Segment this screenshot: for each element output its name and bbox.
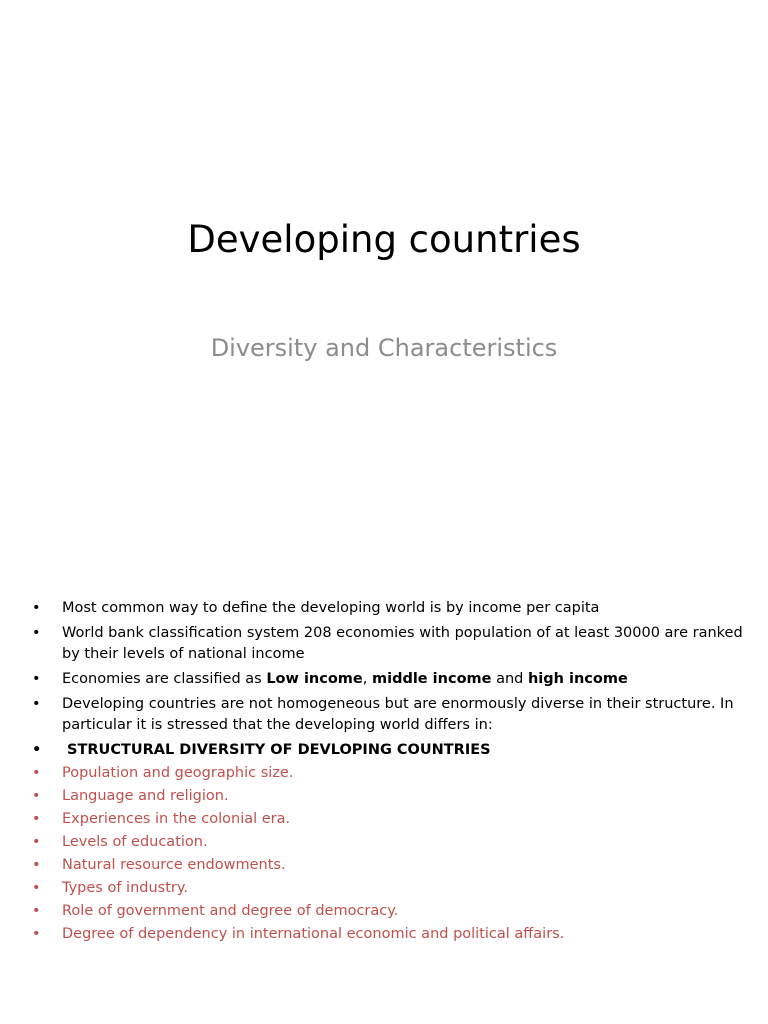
middle-income-label: middle income <box>371 671 492 687</box>
bullet-structural-heading <box>32 740 744 761</box>
bullet-dot: • <box>32 696 41 712</box>
diversity-item <box>32 901 744 922</box>
bullet-dot: • <box>32 765 41 781</box>
diversity-item-text: Role of government and degree of democracy. <box>62 903 399 919</box>
bullet-dot: • <box>32 742 42 758</box>
bullet-list <box>32 598 744 947</box>
classification-and: and <box>491 671 528 687</box>
diversity-item <box>32 763 744 784</box>
bullet-dot: • <box>32 926 41 942</box>
diversity-item <box>32 786 744 807</box>
classification-prefix: Economies are classified as <box>62 671 267 687</box>
bullet-dot: • <box>32 671 41 687</box>
diversity-item <box>32 809 744 830</box>
bullet-classification <box>32 669 744 690</box>
bullet-dot: • <box>32 788 41 804</box>
bullet-income-definition <box>32 598 744 619</box>
bullet-text: Developing countries are not homogeneous but are enormously diverse in their structure. In particular it is stressed that the developing world differs in: <box>62 696 734 733</box>
diversity-item <box>32 855 744 876</box>
bullet-world-bank <box>32 623 744 665</box>
bullet-dot: • <box>32 857 41 873</box>
diversity-item-text: Degree of dependency in international economic and political affairs. <box>62 926 565 942</box>
diversity-item <box>32 878 744 899</box>
diversity-item <box>32 924 744 945</box>
bullet-dot: • <box>32 811 41 827</box>
bullet-text: Most common way to define the developing world is by income per capita <box>62 600 600 616</box>
bullet-diversity-intro <box>32 694 744 736</box>
diversity-item-text: Levels of education. <box>62 834 208 850</box>
bullet-dot: • <box>32 834 41 850</box>
slide-title: Developing countries <box>187 218 581 261</box>
bullet-dot: • <box>32 903 41 919</box>
diversity-item <box>32 832 744 853</box>
classification-comma: , <box>362 671 372 687</box>
diversity-item-text: Experiences in the colonial era. <box>62 811 291 827</box>
slide-subtitle: Diversity and Characteristics <box>210 334 558 362</box>
low-income-label: Low income <box>266 671 363 687</box>
bullet-dot: • <box>32 625 41 641</box>
high-income-label: high income <box>527 671 628 687</box>
bullet-text: World bank classification system 208 economies with population of at least 30000 are ranked by their levels of national income <box>62 625 743 662</box>
diversity-item-text: Natural resource endowments. <box>62 857 286 873</box>
diversity-item-text: Types of industry. <box>62 880 188 896</box>
bullet-dot: • <box>32 880 41 896</box>
structural-heading: STRUCTURAL DIVERSITY OF DEVLOPING COUNTRIES <box>62 742 491 758</box>
diversity-item-text: Language and religion. <box>62 788 229 804</box>
diversity-item-text: Population and geographic size. <box>62 765 294 781</box>
bullet-dot: • <box>32 600 41 616</box>
